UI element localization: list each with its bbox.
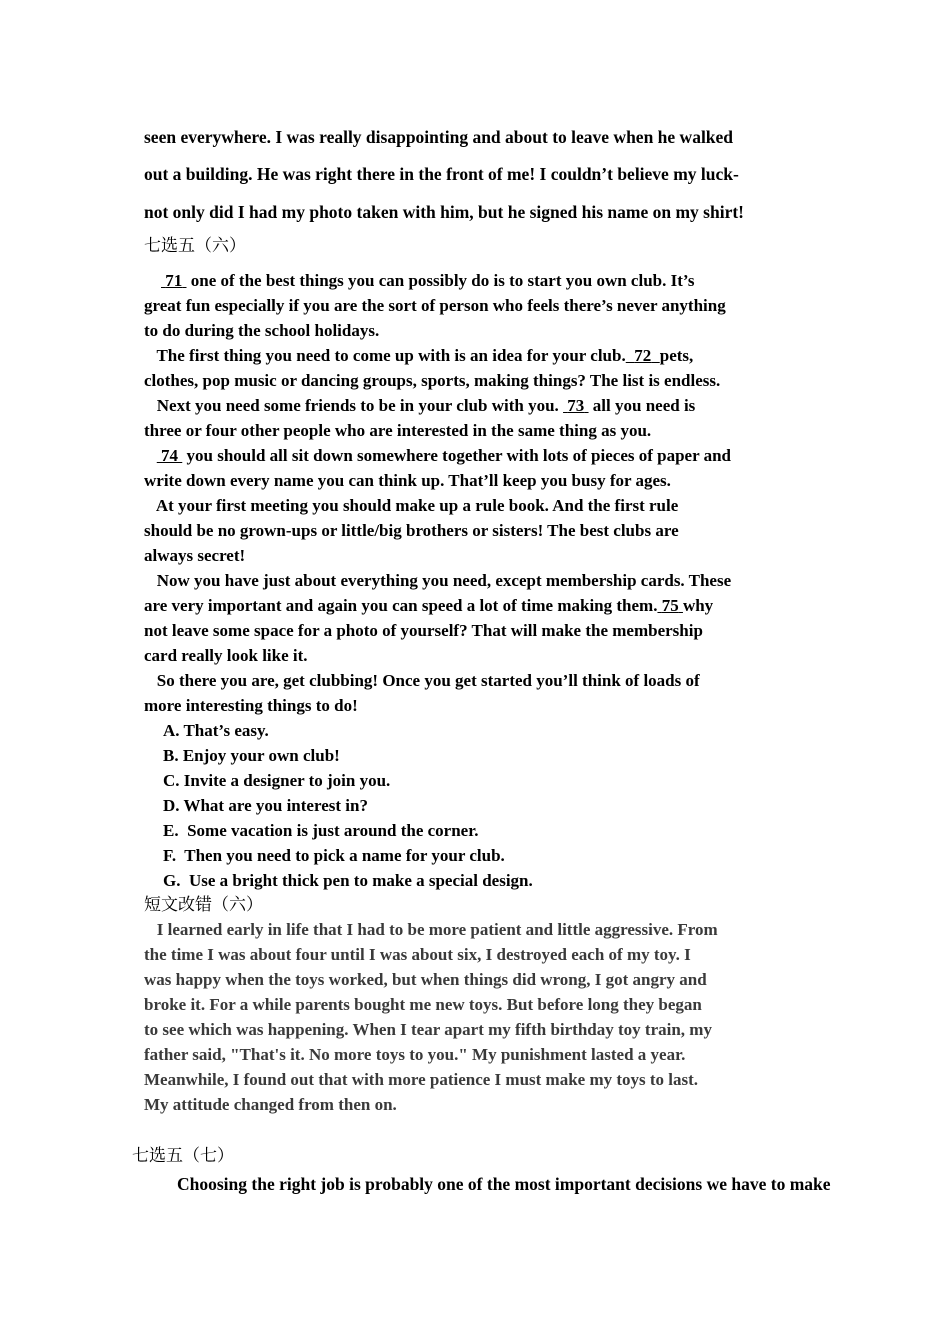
paragraph-line: great fun especially if you are the sort of person who feels there’s never anything [144,296,726,315]
correction-line: broke it. For a while parents bought me new toys. But before long they began [144,995,702,1014]
option-b: B. Enjoy your own club! [163,746,340,765]
paragraph-line: write down every name you can think up. That’ll keep you busy for ages. [144,471,671,490]
paragraph-line: not leave some space for a photo of yourself? That will make the membership [144,621,703,640]
correction-line: to see which was happening. When I tear apart my fifth birthday toy train, my [144,1020,712,1039]
correction-line: Meanwhile, I found out that with more patience I must make my toys to last. [144,1070,699,1089]
paragraph-line: 71 one of the best things you can possibly do is to start you own club. It’s [165,271,695,290]
paragraph-line: are very important and again you can speed a lot of time making them. 75 why [144,596,714,615]
blank-71: 71 [165,271,183,290]
section7-first-line: Choosing the right job is probably one of the most important decisions we have to make [177,1174,831,1194]
intro-line-1: seen everywhere. I was really disappointing and about to leave when he walked [144,127,734,147]
paragraph-line: three or four other people who are interested in the same thing as you. [144,421,652,440]
paragraph-line: Next you need some friends to be in your club with you. 73 all you need is [156,396,696,415]
section-heading-6: 七选五（六） [144,236,246,255]
correction-line: father said, "That's it. No more toys to you." My punishment lasted a year. [144,1045,686,1064]
paragraph-line: clothes, pop music or dancing groups, sports, making things? The list is endless. [144,371,721,390]
option-f: F. Then you need to pick a name for your club. [163,846,505,865]
paragraph-line: 74 you should all sit down somewhere together with lots of pieces of paper and [161,446,731,465]
correction-line: I learned early in life that I had to be more patient and little aggressive. From [156,920,718,939]
paragraph-line: At your first meeting you should make up a rule book. And the first rule [155,496,679,515]
option-g: G. Use a bright thick pen to make a special design. [163,871,533,890]
paragraph-line: So there you are, get clubbing! Once you get started you’ll think of loads of [156,671,700,690]
option-e: E. Some vacation is just around the corner. [163,821,479,840]
section-heading-7: 七选五（七） [132,1146,234,1165]
paragraph-line: more interesting things to do! [144,696,358,715]
paragraph-line: Now you have just about everything you need, except membership cards. These [156,571,732,590]
correction-line: My attitude changed from then on. [144,1095,397,1114]
option-c: C. Invite a designer to join you. [163,771,391,790]
blank-72: 72 [634,346,652,365]
correction-line: the time I was about four until I was about six, I destroyed each of my toy. I [144,945,691,964]
blank-73: 73 [567,396,585,415]
section-heading-correction-6: 短文改错（六） [144,895,263,914]
blank-74: 74 [161,446,178,465]
blank-75: 75 [661,596,679,615]
option-a: A. That’s easy. [163,721,269,740]
option-d: D. What are you interest in? [163,796,368,815]
correction-line: was happy when the toys worked, but when things did wrong, I got angry and [144,970,707,989]
paragraph-line: always secret! [144,546,246,565]
intro-line-2: out a building. He was right there in the front of me! I couldn’t believe my luck- [144,164,739,184]
intro-line-3: not only did I had my photo taken with him, but he signed his name on my shirt! [144,202,744,222]
paragraph-line: should be no grown-ups or little/big brothers or sisters! The best clubs are [144,521,679,540]
paragraph-line: to do during the school holidays. [144,321,380,340]
paragraph-line: The first thing you need to come up with is an idea for your club. 72 pets, [156,346,694,365]
paragraph-line: card really look like it. [144,646,308,665]
